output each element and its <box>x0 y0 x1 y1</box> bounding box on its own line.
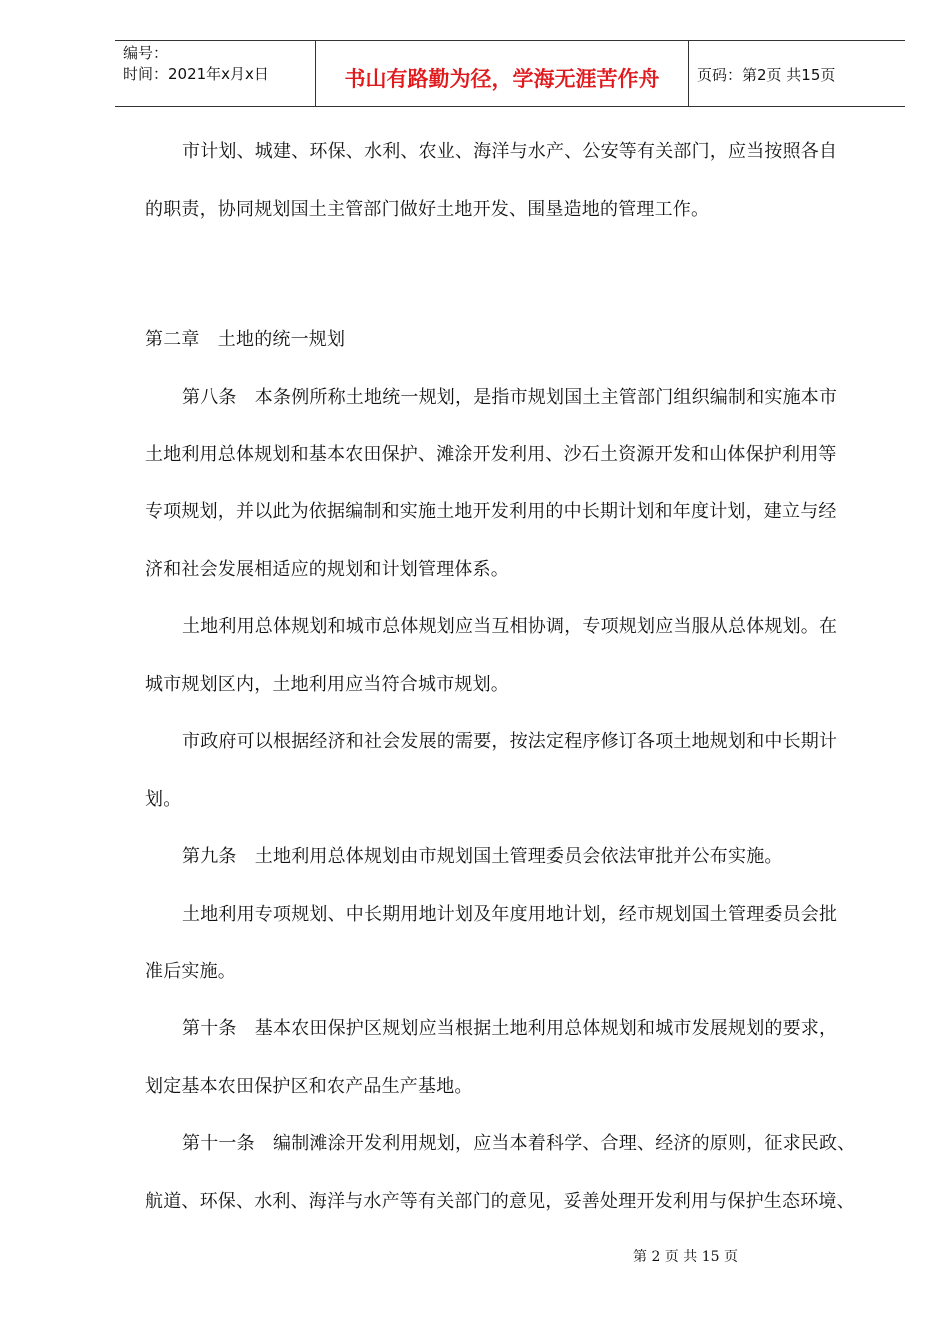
body-line: 专项规划，并以此为依据编制和实施土地开发利用的中长期计划和年度计划，建立与经 <box>145 501 837 522</box>
body-line: 第八条 本条例所称土地统一规划，是指市规划国土主管部门组织编制和实施本市 <box>182 387 838 408</box>
body-line: 第十条 基本农田保护区规划应当根据土地利用总体规划和城市发展规划的要求， <box>182 1018 838 1039</box>
chapter-heading: 第二章 土地的统一规划 <box>145 329 346 350</box>
header-meta <box>115 41 316 106</box>
page-header <box>115 40 905 107</box>
document-number-label: 编号： <box>123 44 169 62</box>
body-line: 划定基本农田保护区和农产品生产基地。 <box>145 1076 473 1097</box>
body-line: 城市规划区内，土地利用应当符合城市规划。 <box>145 674 509 695</box>
body-line: 的职责，协同规划国土主管部门做好土地开发、围垦造地的管理工作。 <box>145 199 710 220</box>
body-line: 土地利用总体规划和城市总体规划应当互相协调，专项规划应当服从总体规划。在 <box>182 616 838 637</box>
body-line: 市计划、城建、环保、水利、农业、海洋与水产、公安等有关部门，应当按照各自 <box>182 141 838 162</box>
body-line: 划。 <box>145 789 182 810</box>
body-line: 第九条 土地利用总体规划由市规划国土管理委员会依法审批并公布实施。 <box>182 846 783 867</box>
header-page-info: 页码：第2页 共15页 <box>697 66 836 84</box>
body-line: 航道、环保、水利、海洋与水产等有关部门的意见，妥善处理开发利用与保护生态环境、 <box>145 1191 855 1212</box>
body-line: 准后实施。 <box>145 961 236 982</box>
header-motto: 书山有路勤为径，学海无涯苦作舟 <box>316 41 689 106</box>
body-line: 土地利用总体规划和基本农田保护、滩涂开发利用、沙石土资源开发和山体保护利用等 <box>145 444 837 465</box>
body-line: 第十一条 编制滩涂开发利用规划，应当本着科学、合理、经济的原则，征求民政、 <box>182 1133 856 1154</box>
body-line: 市政府可以根据经济和社会发展的需要，按法定程序修订各项土地规划和中长期计 <box>182 731 838 752</box>
page-footer: 第 2 页 共 15 页 <box>633 1249 738 1265</box>
document-time-label: 时间：2021年x月x日 <box>123 65 269 83</box>
body-line: 济和社会发展相适应的规划和计划管理体系。 <box>145 559 509 580</box>
body-line: 土地利用专项规划、中长期用地计划及年度用地计划，经市规划国土管理委员会批 <box>182 904 838 925</box>
